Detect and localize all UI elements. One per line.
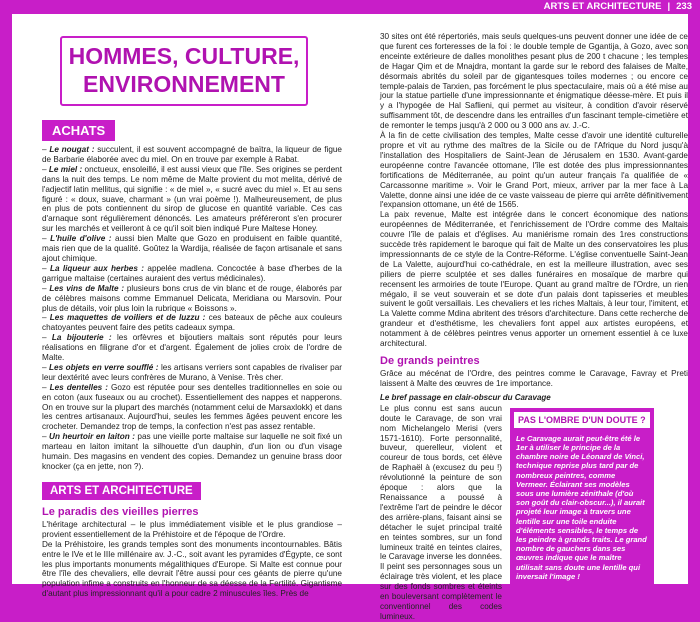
right-paragraph-4: Grâce au mécénat de l'Ordre, des peintres comme le Caravage, Favray et Preti laissent à Malte des œuvres de 1re importance. xyxy=(380,369,688,388)
achats-item-text: plusieurs bons crus de vin blanc et de rouge, élaborés par de célèbres maisons comme Emmanuel Delicata, Meridiana ou Marsovin. Pour plus de détails, voir plus loin la rubrique « Boissons ». xyxy=(42,283,342,313)
arts-paragraph-1: L'héritage architectural – le plus immédiatement visible et le plus grandiose – provient essentiellement de la Préhistoire et de l'époque de l'Ordre. xyxy=(42,519,342,539)
achats-item: – Les dentelles : Gozo est réputée pour ses dentelles traditionnelles en soie ou en coton (aux fuseaux ou au crochet). Essentiellement des nappes et napperons. On en trouve sur la plupart des marchés (notamment celui de Marsaxlokk) et dans les centres artisanaux. Aujourd'hui, seules les femmes âgées peuvent encore les crocheter. Demandez trop de temps, la confection n'est pas assez rentable. xyxy=(42,382,342,432)
arts-paragraph-2: De la Préhistoire, les grands temples sont des monuments incontournables. Bâtis entre le IVe et le IIIe millénaire av. J.-C., soit avant les pyramides d'Égypte, ce sont les plus importants monuments mégalithiques d'Europe. Si Malte est connue pour être l'île des chevaliers, elle devrait l'être aussi pour ces géants de pierre qu'une population infime a construits en l'honneur de sa déesse de la Fertilité. Gigantisme d'autant plus impressionnant qu'il a pour cadre 2 minuscules îles. Près de xyxy=(42,539,342,599)
achats-list xyxy=(42,145,342,472)
achats-item-text: pas une vieille porte maltaise sur laquelle ne soit fixé un marteau en laiton imitant la silhouette d'un dauphin, d'un lion ou d'un visage humain. Des magasins en vendent des copies. Demandez un genuine brass door knocker (ça en jette, non ?). xyxy=(42,432,342,471)
achats-item-key: Les maquettes de voiliers et de luzzu : xyxy=(49,313,206,323)
achats-item-text: les orfèvres et bijoutiers maltais sont réputés pour leurs réalisations en filigrane d'or et d'argent. Également de jolies croix de l'ordre de Malte. xyxy=(42,333,342,363)
left-column xyxy=(42,14,342,599)
page-number: 233 xyxy=(676,1,692,12)
subheading-caravage: Le bref passage en clair-obscur du Caravage xyxy=(380,392,551,402)
achats-item-key: Le miel : xyxy=(48,164,83,174)
content xyxy=(12,14,688,621)
right-column xyxy=(380,14,688,622)
achats-item-key: Un heurtoir en laiton : xyxy=(49,432,135,442)
sidebar-box-title: PAS L'OMBRE D'UN DOUTE ? xyxy=(513,411,651,429)
achats-item-text: aussi bien Malte que Gozo en produisent en faible quantité, mais rien que de la qualité. Goûtez la Wardija, réalisée de façon artisanale et sans ajout chimique. xyxy=(42,234,342,263)
achats-item: – Les vins de Malte : plusieurs bons crus de vin blanc et de rouge, élaborés par de célèbres maisons comme Emmanuel Delicata, Meridiana ou Marsovin. Pour plus de détails, voir plus loin la rubrique « Boissons ». xyxy=(42,283,342,313)
subheading-paradis: Le paradis des vieilles pierres xyxy=(42,505,199,518)
achats-item-text: ces bateaux de pêche aux couleurs chatoyantes peuvent faire des petits cadeaux sympa. xyxy=(42,313,342,333)
right-paragraph-2: À la fin de cette civilisation des temples, Malte cesse d'avoir une identité culturelle propre et vit au rythme des maîtres de la Sicile ou de l'Afrique du Nord jusqu'à l'installation des Hospitaliers de Saint-Jean de Jérusalem en 1530. Avant-garde européenne contre l'avancée ottomane, l'île est dotée des plus impressionnantes fortifications de Méditerranée, au point qu'un auteur français l'a qualifiée de « Carcassonne maritime ». Voir le Grand Port, mieux, arriver par la mer face à La Valette, donne ainsi une idée de ce vaste vaisseau de pierre qui arrête définitivement l'expansion ottomane, un été de 1565. xyxy=(380,131,688,210)
achats-item-text: onctueux, ensoleillé, il est aussi vieux que l'île. Ses origines se perdent dans la nuit des temps. Le nom même de Malte provient du mot melita, dérivé de l'adjectif latin mellitus, qui signifie : « de miel », « sucré avec du miel ». Et au sens figuré : « doux, suave, charmant » (un vrai poème !). Malheureusement, de plus en plus de pots contiennent du sirop de glucose en quantité variable. Ces cas d'arnaque sont régulièrement dénoncés. Les amateurs préféreront s'en procurer sur les marchés et veilleront à ce qu'il soit bien indiqué Pure Maltese Honey. xyxy=(42,164,342,234)
running-header: ARTS ET ARCHITECTURE | 233 xyxy=(543,1,692,12)
right-paragraph-1: 30 sites ont été répertoriés, mais seuls quelques-uns peuvent donner une idée de ce que furent ces forteresses de la foi : le double temple de Ggantija, à Gozo, avec son enceinte extérieure de dalles monolithes pesant plus de 200 t chacune ; les temples de Hagar Qim et de Mnajdra, montant la garde sur le rebord des falaises de Malte, désormais abrités du soleil par de gigantesques toiles modernes ; ou encore ce temple-palais de Tarxien, pas forcément le plus spectaculaire, mais où a été mise au jour la statue partielle d'une impressionnante et énigmatique déesse-mère. Et puis il y a l'hypogée de Hal Saflieni, qui permet au visiteur, à condition d'avoir réservé suffisamment tôt, de descendre dans les entrailles d'un fascinant temple-cimetière et de remonter le temps jusqu'à 2 000 ou 3 000 ans av. J.-C. xyxy=(380,32,688,131)
subheading-peintres: De grands peintres xyxy=(380,355,480,367)
achats-item: – La bijouterie : les orfèvres et bijoutiers maltais sont réputés pour leurs réalisations en filigrane d'or et d'argent. Également de jolies croix de l'ordre de Malte. xyxy=(42,333,342,363)
achats-item: – La liqueur aux herbes : appelée madlena. Concoctée à base d'herbes de la garrigue maltaise (certaines auraient des vertus médicinales). xyxy=(42,263,342,283)
page-title: HOMMES, CULTURE, ENVIRONNEMENT xyxy=(60,36,308,106)
sidebar-box xyxy=(510,408,654,622)
sidebar-box-body: Le Caravage aurait peut-être été le 1er à utiliser le principe de la chambre noire de Léonard de Vinci, technique reprise plus tard par de nombreux peintres, comme Vermeer. Éclairant ses modèles sous une lumière zénithale (d'où son goût du clair-obscur...), il aurait projeté leur image à travers une lentille sur une toile enduite d'éléments sensibles, le temps de les peindre à grands traits. Le grand nombre de gauchers dans ses œuvres indique que le maître utilisait sans doute une lentille qui inversait l'image ! xyxy=(516,433,647,581)
achats-item: – L'huile d'olive : aussi bien Malte que Gozo en produisent en faible quantité, mais rien que de la qualité. Goûtez la Wardija, réalisée de façon artisanale et sans ajout chimique. xyxy=(42,234,342,263)
right-paragraph-3: La paix revenue, Malte est intégrée dans le concert économique des nations européennes de Méditerranée, et l'enrichissement de l'Ordre comme des Maltais couvre l'île de palais et d'églises. Au maniérisme romain des 1res constructions succède très rapidement le baroque qui fait de Malte un des conservatoires les plus impressionnants de ce style de la Contre-Réforme. L'église conventuelle Saint-Jean de La Valette, aujourd'hui co-cathédrale, en est la meilleure illustration, avec ses piliers de pierre sculptée et ses dalles funéraires en mosaïque de marbre qui recensent les armoiries de toute l'Europe. Quant au grand maître de l'Ordre, un rien mégalo, il se veut souverain et se dote d'un palais dont tapisseries et meubles suivent le goût versaillais. Les chevaliers et les riches Maltais, à leur tour, l'imitent, et La Valette comme Mdina abritent des trésors d'architecture. Dans cette recherche de grandeur et d'esthétisme, les chevaliers font appel aux artistes européens, et notamment à de célèbres peintres venus apporter un ornement essentiel à ce luxe architectural. xyxy=(380,210,688,349)
achats-item-text: les artisans verriers sont capables de rivaliser par leur dextérité avec leurs confrères de Murano, à Venise. Très cher. xyxy=(42,362,342,382)
achats-item: – Le miel : onctueux, ensoleillé, il est aussi vieux que l'île. Ses origines se perdent dans la nuit des temps. Le nom même de Malte provient du mot melita, dérivé de l'adjectif latin mellitus, qui signifie : « de miel », « sucré avec du miel ». Et au sens figuré : « doux, suave, charmant » (un vrai poème !). Malheureusement, de plus en plus de pots contiennent du sirop de glucose en quantité variable. Ces cas d'arnaque sont régulièrement dénoncés. Les amateurs préféreront s'en procurer sur les marchés et veilleront à ce qu'il soit bien indiqué Pure Maltese Honey. xyxy=(42,164,342,234)
header-section: ARTS ET ARCHITECTURE xyxy=(543,1,662,12)
achats-item-text: Gozo est réputée pour ses dentelles traditionnelles en soie ou en coton (aux fuseaux ou au crochet). Essentiellement des nappes et napperons. On en trouve sur la plupart des marchés (notamment celui de Marsaxlokk) et dans les centres artisanaux. Aujourd'hui, seules les femmes âgées peuvent encore les crocheter. Demandez trop de temps, la confection n'est pas assez rentable. xyxy=(42,382,342,432)
achats-item-key: Le nougat : xyxy=(49,145,95,154)
achats-item-key: Les dentelles : xyxy=(49,382,108,392)
achats-item-text: succulent, il est souvent accompagné de baïtra, la liqueur de figue de Barbarie élaborée avec du miel. On en trouve par exemple à Rabat. xyxy=(42,145,342,164)
achats-item: – Le nougat : succulent, il est souvent accompagné de baïtra, la liqueur de figue de Barbarie élaborée avec du miel. On en trouve par exemple à Rabat. xyxy=(42,145,342,164)
achats-item-key: Les vins de Malte : xyxy=(49,283,125,293)
achats-item: – Les maquettes de voiliers et de luzzu : ces bateaux de pêche aux couleurs chatoyantes peuvent faire des petits cadeaux sympa. xyxy=(42,313,342,333)
achats-item-key: L'huile d'olive : xyxy=(50,234,112,244)
section-heading-achats: ACHATS xyxy=(42,120,115,141)
caravage-split xyxy=(380,404,688,622)
achats-item: – Un heurtoir en laiton : pas une vieille porte maltaise sur laquelle ne soit fixé un marteau en laiton imitant la silhouette d'un dauphin, d'un lion ou d'un visage humain. Des magasins en vendent des copies. Demandez un genuine brass door knocker (ça en jette, non ?). xyxy=(42,432,342,471)
caravage-text-column xyxy=(380,404,502,622)
achats-item-key: La bijouterie : xyxy=(51,333,112,343)
achats-item: – Les objets en verre soufflé : les artisans verriers sont capables de rivaliser par leur dextérité avec leurs confrères de Murano, à Venise. Très cher. xyxy=(42,362,342,382)
achats-item-key: La liqueur aux herbes : xyxy=(49,263,145,273)
section-heading-arts: ARTS ET ARCHITECTURE xyxy=(42,482,201,500)
achats-item-text: appelée madlena. Concoctée à base d'herbes de la garrigue maltaise (certaines auraient des vertus médicinales). xyxy=(42,263,342,283)
right-paragraph-5: Le plus connu est sans aucun doute le Caravage, de son vrai nom Michelangelo Merisi (vers 1571-1610). Forte personnalité, buveur, querelleur, violent et coureur de tous bords, cet élève de Raphaël à (excusez du peu !) révolutionné la peinture de son époque : alors que la Renaissance a poussé à l'extrême l'art de peindre le décor des arrière-plans, faisant ainsi se détacher le sujet principal traité en teintes sombres, sur un fond lumineux traité en teintes claires, le Caravage inverse les données. Il peint ses personnages sous un éclairage très violent, et les place sur des fonds sombres et éteints en bouleversant complètement le conventionnel des codes lumineux. xyxy=(380,403,502,621)
achats-item-key: Les objets en verre soufflé : xyxy=(49,362,159,372)
